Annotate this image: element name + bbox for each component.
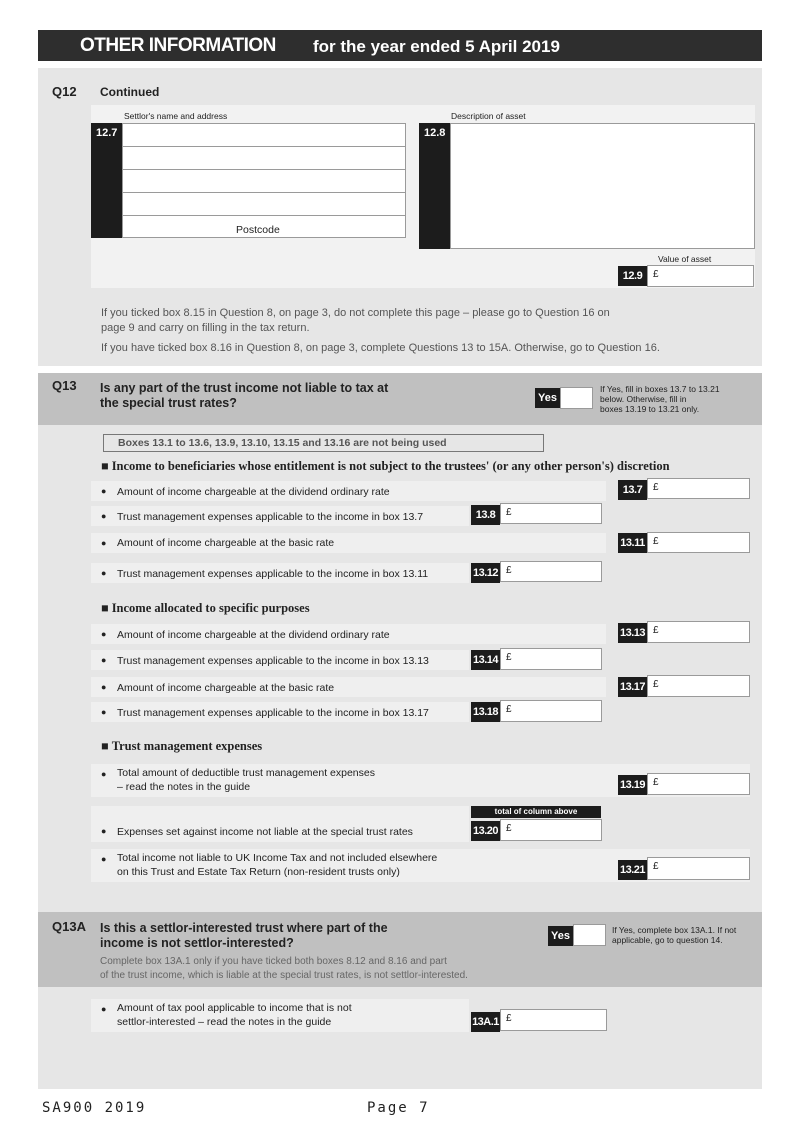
q12-note-1a: If you ticked box 8.15 in Question 8, on page 3, do not complete this page – please go to Question 16 on: [101, 307, 610, 319]
box-13-12-tag: 13.12: [471, 563, 500, 583]
q13a-number: Q13A: [52, 919, 86, 934]
q13-number: Q13: [52, 378, 77, 393]
row-13-21: ● Total income not liable to UK Income Tax and not included elsewhere on this Trust and Estate Tax Return (non-resident trusts only): [91, 849, 750, 882]
row-13-17: ● Amount of income chargeable at the basic rate: [91, 677, 606, 697]
q13a-yes-label: Yes: [548, 926, 573, 946]
box-13-18-tag: 13.18: [471, 702, 500, 722]
box-13-13-tag: 13.13: [618, 623, 647, 643]
box-13-8-tag: 13.8: [471, 505, 500, 525]
q12-note-2: If you have ticked box 8.16 in Question 8, on page 3, complete Questions 13 to 15A. Otherwise, go to Question 16.: [101, 342, 660, 354]
postcode-label: Postcode: [236, 224, 280, 236]
q13-question-a: Is any part of the trust income not liable to tax at: [100, 381, 389, 395]
box-13-7-tag: 13.7: [618, 480, 647, 500]
column-total-label: total of column above: [471, 806, 601, 818]
row-13-12: ● Trust management expenses applicable to the income in box 13.11: [91, 563, 469, 583]
row-13-20: ● Expenses set against income not liable at the special trust rates: [91, 806, 469, 842]
q13-hint: If Yes, fill in boxes 13.7 to 13.21 below. Otherwise, fill in boxes 13.19 to 13.21 only.: [600, 384, 720, 414]
header-subtitle: for the year ended 5 April 2019: [313, 37, 560, 56]
box-13-21-field[interactable]: £: [647, 857, 750, 880]
asset-description-field[interactable]: [450, 123, 755, 249]
q12-heading: Continued: [100, 85, 160, 99]
form-reference: SA900 2019: [42, 1100, 147, 1116]
q13a-question-a: Is this a settlor-interested trust where part of the: [100, 921, 388, 935]
section-specific-purposes: ■ Income allocated to specific purposes: [101, 601, 310, 615]
settlor-address-field[interactable]: [122, 123, 406, 238]
q13a-note: Complete box 13A.1 only if you have ticked both boxes 8.12 and 8.16 and part of the trust income, which is liable at the special trust rates, is not settlor-interested.: [100, 956, 468, 981]
pound-icon: £: [653, 269, 659, 280]
row-13-7: ● Amount of income chargeable at the dividend ordinary rate: [91, 481, 606, 501]
box-13-13-field[interactable]: £: [647, 621, 750, 643]
q13-yes-checkbox[interactable]: [560, 387, 593, 409]
square-bullet-icon: ■: [101, 459, 109, 473]
settlor-label: Settlor's name and address: [124, 111, 228, 121]
row-13-13: ● Amount of income chargeable at the dividend ordinary rate: [91, 624, 606, 644]
header-title: OTHER INFORMATION: [80, 35, 276, 56]
q13-question-b: the special trust rates?: [100, 396, 237, 410]
box-13-17-tag: 13.17: [618, 677, 647, 697]
section-management-expenses: ■ Trust management expenses: [101, 739, 263, 753]
box-13a-1-field[interactable]: £: [500, 1009, 607, 1031]
box-13-18-field[interactable]: £: [500, 700, 602, 722]
square-bullet-icon: ■: [101, 739, 109, 753]
box-13-11-tag: 13.11: [618, 533, 647, 553]
row-13-14: ● Trust management expenses applicable to the income in box 13.13: [91, 650, 469, 670]
box-13-19-tag: 13.19: [618, 775, 647, 795]
desc-label: Description of asset: [451, 111, 526, 121]
section-beneficiaries: ■ Income to beneficiaries whose entitlement is not subject to the trustees' (or any other person's) discretion: [101, 459, 670, 473]
q12-note-1b: page 9 and carry on filling in the tax return.: [101, 322, 310, 334]
row-13a-1: ● Amount of tax pool applicable to income that is not settlor-interested – read the notes in the guide: [91, 999, 469, 1032]
asset-value-field[interactable]: [647, 265, 754, 287]
q13a-hint: If Yes, complete box 13A.1. If not applicable, go to question 14.: [612, 925, 737, 945]
box-12-7-tag: 12.7: [91, 123, 122, 238]
box-13a-1-tag: 13A.1: [471, 1012, 500, 1032]
box-12-8-tag: 12.8: [419, 123, 450, 249]
row-13-11: ● Amount of income chargeable at the basic rate: [91, 533, 606, 553]
q13-yes-label: Yes: [535, 388, 560, 408]
box-13-12-field[interactable]: £: [500, 561, 602, 582]
box-13-21-tag: 13.21: [618, 860, 647, 880]
page-number: Page 7: [367, 1100, 430, 1116]
box-13-11-field[interactable]: £: [647, 532, 750, 553]
box-13-14-field[interactable]: £: [500, 648, 602, 670]
q13a-question-b: income is not settlor-interested?: [100, 936, 294, 950]
square-bullet-icon: ■: [101, 601, 109, 615]
box-13-14-tag: 13.14: [471, 650, 500, 670]
row-13-8: ● Trust management expenses applicable to the income in box 13.7: [91, 506, 469, 526]
row-13-18: ● Trust management expenses applicable to the income in box 13.17: [91, 702, 469, 722]
row-13-19: ● Total amount of deductible trust management expenses – read the notes in the guide: [91, 764, 750, 797]
unused-boxes-note: Boxes 13.1 to 13.6, 13.9, 13.10, 13.15 and 13.16 are not being used: [103, 434, 544, 452]
page-header: [38, 30, 762, 61]
value-label: Value of asset: [658, 254, 712, 264]
q12-number: Q12: [52, 84, 77, 99]
box-13-17-field[interactable]: £: [647, 675, 750, 697]
q13a-yes-checkbox[interactable]: [573, 924, 606, 946]
box-13-7-field[interactable]: £: [647, 478, 750, 499]
box-13-19-field[interactable]: £: [647, 773, 750, 795]
box-13-20-field[interactable]: £: [500, 819, 602, 841]
box-13-8-field[interactable]: £: [500, 503, 602, 524]
box-13-20-tag: 13.20: [471, 821, 500, 841]
box-12-9-tag: 12.9: [618, 266, 647, 286]
